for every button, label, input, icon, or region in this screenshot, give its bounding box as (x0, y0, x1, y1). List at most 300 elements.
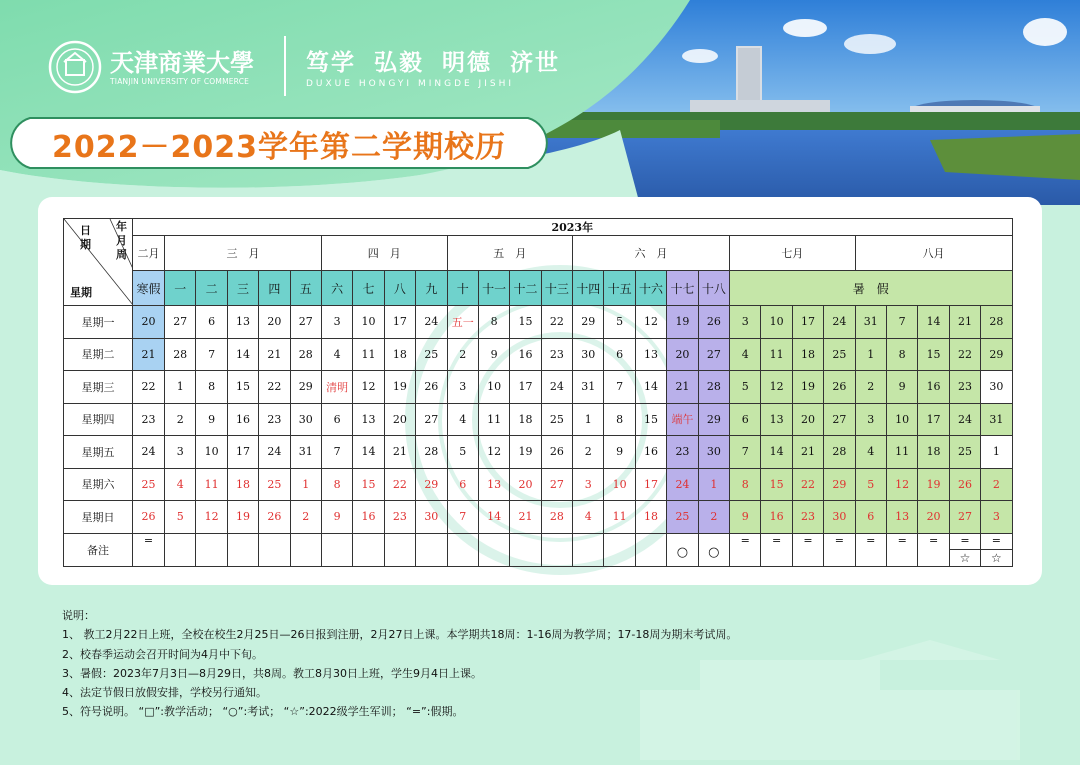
corner-label-riqi_1: 日 (80, 224, 91, 237)
date-cell: 28 (416, 436, 447, 469)
date-cell: 15 (227, 371, 258, 404)
note-cell (855, 533, 886, 566)
date-cell: 21 (133, 338, 165, 371)
note-cell (730, 533, 761, 566)
date-cell: 4 (730, 338, 761, 371)
date-cell: 19 (918, 468, 949, 501)
date-cell: 19 (384, 371, 415, 404)
note-item-3: 3、暑假：2023年7月3日—8月29日，共8周。教工8月30日上班，学生9月4日上课。 (62, 666, 482, 680)
date-cell: 1 (165, 371, 196, 404)
note-item-4: 4、法定节假日放假安排，学校另行通知。 (62, 686, 267, 700)
week-cell: 八 (384, 271, 415, 306)
date-cell: 6 (196, 306, 227, 339)
date-cell: 6 (855, 501, 886, 534)
note-cell (290, 533, 321, 566)
week-cell: 五 (290, 271, 321, 306)
date-cell: 13 (227, 306, 258, 339)
date-cell: 5 (447, 436, 478, 469)
date-cell: 17 (792, 306, 823, 339)
date-cell: 2 (573, 436, 604, 469)
school-calendar-table (63, 218, 1013, 567)
note-cell (227, 533, 258, 566)
date-cell: 28 (698, 371, 729, 404)
date-cell: 端午 (667, 403, 698, 436)
weekday-label: 星期日 (64, 501, 133, 534)
corner-label-yue: 月 (116, 234, 127, 247)
date-cell: 15 (918, 338, 949, 371)
date-cell: 20 (667, 338, 698, 371)
note-item-2: 2、校春季运动会召开时间为4月中下旬。 (62, 647, 263, 661)
note-cell (604, 533, 635, 566)
date-cell: 27 (698, 338, 729, 371)
date-cell: 2 (447, 338, 478, 371)
date-cell: 14 (478, 501, 509, 534)
date-cell: 16 (227, 403, 258, 436)
date-cell: 7 (730, 436, 761, 469)
date-cell: 26 (416, 371, 447, 404)
date-cell: 21 (384, 436, 415, 469)
date-cell: 21 (259, 338, 290, 371)
week-cell: 十 (447, 271, 478, 306)
note-cell (447, 533, 478, 566)
note-item-5: 5、符号说明。 “□”:教学活动； “○”:考试； “☆”:2022级学生军训； “=”:假期。 (62, 705, 464, 719)
date-cell: 23 (384, 501, 415, 534)
date-cell: 29 (416, 468, 447, 501)
note-cell (165, 533, 196, 566)
week-cell: 二 (196, 271, 227, 306)
date-cell: 27 (165, 306, 196, 339)
date-cell: 17 (918, 403, 949, 436)
date-cell: 11 (604, 501, 635, 534)
date-cell: 10 (353, 306, 384, 339)
weekday-label: 星期五 (64, 436, 133, 469)
date-cell: 11 (761, 338, 792, 371)
date-cell: 24 (667, 468, 698, 501)
date-cell: 11 (353, 338, 384, 371)
date-cell: 2 (290, 501, 321, 534)
notes-label: 备注 (64, 533, 133, 566)
week-cell: 十六 (635, 271, 666, 306)
date-cell: 20 (918, 501, 949, 534)
date-cell: 14 (918, 306, 949, 339)
corner-label-nian: 年 (116, 220, 127, 233)
holiday-mark: = (960, 533, 970, 547)
date-cell: 23 (667, 436, 698, 469)
date-cell: 31 (855, 306, 886, 339)
note-item-1: 1、 教工2月22日上班，全校在校生2月25日—26日报到注册，2月27日上课。本学期共18周：1-16周为教学周；17-18周为期末考试周。 (62, 628, 738, 642)
date-cell: 21 (949, 306, 980, 339)
date-cell: 22 (792, 468, 823, 501)
week-cell: 十八 (698, 271, 729, 306)
date-cell: 25 (824, 338, 855, 371)
university-logo (48, 40, 254, 94)
date-cell: 28 (824, 436, 855, 469)
note-cell (478, 533, 509, 566)
date-cell: 5 (604, 306, 635, 339)
date-cell: 12 (761, 371, 792, 404)
date-cell: 10 (761, 306, 792, 339)
date-cell: 19 (227, 501, 258, 534)
note-cell (416, 533, 447, 566)
month-cell: 八月 (855, 236, 1012, 271)
date-cell: 12 (353, 371, 384, 404)
date-cell: 15 (510, 306, 541, 339)
note-cell (792, 533, 823, 566)
date-cell: 24 (949, 403, 980, 436)
date-cell: 17 (510, 371, 541, 404)
date-cell: 25 (949, 436, 980, 469)
date-cell: 9 (604, 436, 635, 469)
date-cell: 9 (478, 338, 509, 371)
date-cell: 18 (510, 403, 541, 436)
date-cell: 10 (196, 436, 227, 469)
date-cell: 19 (667, 306, 698, 339)
date-cell: 20 (510, 468, 541, 501)
month-cell: 七月 (730, 236, 856, 271)
date-cell: 24 (541, 371, 572, 404)
date-cell: 4 (855, 436, 886, 469)
date-cell: 28 (290, 338, 321, 371)
note-divider (981, 549, 1011, 550)
note-cell (949, 533, 980, 566)
date-cell: 29 (824, 468, 855, 501)
university-name-cn: 天津商業大學 (110, 47, 254, 77)
month-cell: 六 月 (573, 236, 730, 271)
date-cell: 14 (227, 338, 258, 371)
date-cell: 21 (667, 371, 698, 404)
date-cell: 10 (478, 371, 509, 404)
date-cell: 23 (541, 338, 572, 371)
corner-label-riqi_2: 期 (80, 238, 91, 251)
date-cell: 18 (635, 501, 666, 534)
corner-label-xingqi: 星期 (70, 286, 92, 299)
date-cell: 31 (290, 436, 321, 469)
week-cell: 十四 (573, 271, 604, 306)
date-cell: 25 (667, 501, 698, 534)
divider (284, 36, 286, 96)
date-cell: 15 (635, 403, 666, 436)
date-cell: 4 (321, 338, 352, 371)
date-cell: 7 (604, 371, 635, 404)
date-cell: 9 (321, 501, 352, 534)
note-cell (635, 533, 666, 566)
date-cell: 17 (635, 468, 666, 501)
date-cell: 31 (981, 403, 1012, 436)
table-row (64, 501, 1013, 534)
date-cell: 28 (541, 501, 572, 534)
date-cell: 5 (730, 371, 761, 404)
week-cell: 十二 (510, 271, 541, 306)
month-cell: 二月 (133, 236, 165, 271)
table-row (64, 403, 1013, 436)
month-cell: 五 月 (447, 236, 573, 271)
date-cell: 8 (886, 338, 917, 371)
motto-en: DUXUE HONGYI MINGDE JISHI (306, 79, 514, 89)
date-cell: 9 (886, 371, 917, 404)
date-cell: 3 (447, 371, 478, 404)
note-cell (667, 533, 698, 566)
date-cell: 23 (259, 403, 290, 436)
date-cell: 19 (510, 436, 541, 469)
date-cell: 26 (541, 436, 572, 469)
week-cell: 十一 (478, 271, 509, 306)
university-name-en: TIANJIN UNIVERSITY OF COMMERCE (110, 76, 250, 86)
week-row (64, 271, 1013, 306)
date-cell: 26 (259, 501, 290, 534)
exam-mark: ○ (708, 544, 720, 560)
date-cell: 24 (259, 436, 290, 469)
weekday-label: 星期二 (64, 338, 133, 371)
note-cell (259, 533, 290, 566)
note-cell (886, 533, 917, 566)
holiday-mark: = (834, 533, 844, 547)
date-cell: 19 (792, 371, 823, 404)
date-cell: 26 (824, 371, 855, 404)
holiday-mark: = (740, 533, 750, 547)
date-cell: 22 (949, 338, 980, 371)
date-cell: 1 (573, 403, 604, 436)
date-cell: 25 (133, 468, 165, 501)
month-cell: 四 月 (321, 236, 447, 271)
page-title: 2022－2023学年第二学期校历 (52, 130, 506, 165)
week-cell: 四 (259, 271, 290, 306)
table-row (64, 306, 1013, 339)
date-cell: 8 (321, 468, 352, 501)
date-cell: 23 (133, 403, 165, 436)
holiday-mark: = (991, 533, 1001, 547)
note-cell (196, 533, 227, 566)
university-seal-icon (48, 40, 102, 94)
week-cell: 寒假 (133, 271, 165, 306)
date-cell: 8 (730, 468, 761, 501)
date-cell: 12 (635, 306, 666, 339)
date-cell: 5 (855, 468, 886, 501)
holiday-mark: = (866, 533, 876, 547)
date-cell: 13 (635, 338, 666, 371)
date-cell: 29 (698, 403, 729, 436)
date-cell: 18 (792, 338, 823, 371)
date-cell: 25 (541, 403, 572, 436)
date-cell: 13 (478, 468, 509, 501)
date-cell: 27 (949, 501, 980, 534)
date-cell: 4 (447, 403, 478, 436)
date-cell: 1 (698, 468, 729, 501)
date-cell: 27 (416, 403, 447, 436)
date-cell: 4 (573, 501, 604, 534)
weekday-label: 星期三 (64, 371, 133, 404)
corner-label-zhou: 周 (116, 248, 127, 261)
holiday-mark: = (897, 533, 907, 547)
week-cell: 十五 (604, 271, 635, 306)
date-cell: 9 (730, 501, 761, 534)
date-cell: 17 (384, 306, 415, 339)
date-cell: 13 (761, 403, 792, 436)
date-cell: 26 (949, 468, 980, 501)
note-cell (541, 533, 572, 566)
date-cell: 14 (761, 436, 792, 469)
weekday-label: 星期六 (64, 468, 133, 501)
date-cell: 8 (196, 371, 227, 404)
date-cell: 3 (573, 468, 604, 501)
date-cell: 20 (792, 403, 823, 436)
date-cell: 12 (886, 468, 917, 501)
week-cell: 十七 (667, 271, 698, 306)
date-cell: 11 (886, 436, 917, 469)
holiday-mark: = (803, 533, 813, 547)
date-cell: 14 (353, 436, 384, 469)
date-cell: 15 (353, 468, 384, 501)
date-cell: 21 (792, 436, 823, 469)
date-cell: 21 (510, 501, 541, 534)
date-cell: 3 (981, 501, 1012, 534)
holiday-mark: = (143, 533, 154, 547)
week-cell: 七 (353, 271, 384, 306)
date-cell: 8 (478, 306, 509, 339)
month-cell: 三 月 (165, 236, 322, 271)
week-cell: 九 (416, 271, 447, 306)
date-cell: 24 (133, 436, 165, 469)
date-cell: 7 (886, 306, 917, 339)
note-cell (573, 533, 604, 566)
note-cell (353, 533, 384, 566)
date-cell: 30 (290, 403, 321, 436)
date-cell: 1 (290, 468, 321, 501)
date-cell: 3 (321, 306, 352, 339)
notes-heading: 说明： (62, 609, 95, 622)
date-cell: 3 (730, 306, 761, 339)
date-cell: 14 (635, 371, 666, 404)
date-cell: 20 (384, 403, 415, 436)
date-cell: 12 (478, 436, 509, 469)
summer-header: 暑 假 (730, 271, 1013, 306)
date-cell: 13 (886, 501, 917, 534)
date-cell: 16 (918, 371, 949, 404)
note-divider (950, 549, 980, 550)
date-cell: 8 (604, 403, 635, 436)
note-cell (981, 533, 1012, 566)
date-cell: 15 (761, 468, 792, 501)
date-cell: 24 (824, 306, 855, 339)
date-cell: 27 (824, 403, 855, 436)
date-cell: 26 (133, 501, 165, 534)
date-cell: 28 (165, 338, 196, 371)
exam-mark: ○ (676, 544, 689, 560)
date-cell: 10 (604, 468, 635, 501)
note-cell (133, 533, 165, 566)
date-cell: 30 (981, 371, 1012, 404)
week-cell: 三 (227, 271, 258, 306)
date-cell: 28 (981, 306, 1012, 339)
date-cell: 2 (698, 501, 729, 534)
date-cell: 9 (196, 403, 227, 436)
date-cell: 3 (165, 436, 196, 469)
note-cell (384, 533, 415, 566)
date-cell: 11 (196, 468, 227, 501)
motto-cn: 笃学 弘毅 明德 济世 (306, 49, 561, 76)
date-cell: 1 (981, 436, 1012, 469)
year-row (64, 219, 1013, 236)
date-cell: 12 (196, 501, 227, 534)
date-cell: 18 (227, 468, 258, 501)
date-cell: 24 (416, 306, 447, 339)
date-cell: 29 (981, 338, 1012, 371)
note-cell (824, 533, 855, 566)
date-cell: 30 (416, 501, 447, 534)
training-mark: ☆ (990, 550, 1002, 565)
date-cell: 25 (416, 338, 447, 371)
date-cell: 20 (133, 306, 165, 339)
weekday-label: 星期一 (64, 306, 133, 339)
notes-section (62, 606, 737, 722)
date-cell: 2 (855, 371, 886, 404)
date-cell: 29 (290, 371, 321, 404)
table-row (64, 338, 1013, 371)
table-row (64, 371, 1013, 404)
week-cell: 六 (321, 271, 352, 306)
date-cell: 23 (949, 371, 980, 404)
year-cell: 2023年 (133, 219, 1013, 236)
date-cell: 3 (855, 403, 886, 436)
date-cell: 25 (259, 468, 290, 501)
date-cell: 6 (447, 468, 478, 501)
date-cell: 22 (133, 371, 165, 404)
date-cell: 22 (384, 468, 415, 501)
week-cell: 十三 (541, 271, 572, 306)
date-cell: 27 (541, 468, 572, 501)
date-cell: 10 (886, 403, 917, 436)
date-cell: 23 (792, 501, 823, 534)
date-cell: 7 (196, 338, 227, 371)
note-cell (918, 533, 949, 566)
table-row (64, 468, 1013, 501)
date-cell: 16 (353, 501, 384, 534)
date-cell: 7 (321, 436, 352, 469)
week-cell: 一 (165, 271, 196, 306)
date-cell: 6 (730, 403, 761, 436)
date-cell: 16 (635, 436, 666, 469)
note-cell (698, 533, 729, 566)
date-cell: 2 (981, 468, 1012, 501)
date-cell: 17 (227, 436, 258, 469)
table-row (64, 436, 1013, 469)
note-cell (761, 533, 792, 566)
date-cell: 4 (165, 468, 196, 501)
date-cell: 16 (510, 338, 541, 371)
date-cell: 18 (918, 436, 949, 469)
date-cell: 22 (541, 306, 572, 339)
date-cell: 26 (698, 306, 729, 339)
date-cell: 18 (384, 338, 415, 371)
holiday-mark: = (928, 533, 939, 547)
date-cell: 1 (855, 338, 886, 371)
date-cell: 7 (447, 501, 478, 534)
date-cell: 11 (478, 403, 509, 436)
note-cell (321, 533, 352, 566)
training-mark: ☆ (959, 550, 971, 565)
date-cell: 6 (321, 403, 352, 436)
note-cell (510, 533, 541, 566)
date-cell: 6 (604, 338, 635, 371)
date-cell: 2 (165, 403, 196, 436)
corner-cell (64, 219, 133, 306)
date-cell: 20 (259, 306, 290, 339)
date-cell: 30 (824, 501, 855, 534)
notes-row (64, 533, 1013, 566)
date-cell: 31 (573, 371, 604, 404)
date-cell: 5 (165, 501, 196, 534)
date-cell: 16 (761, 501, 792, 534)
month-row (64, 236, 1013, 271)
